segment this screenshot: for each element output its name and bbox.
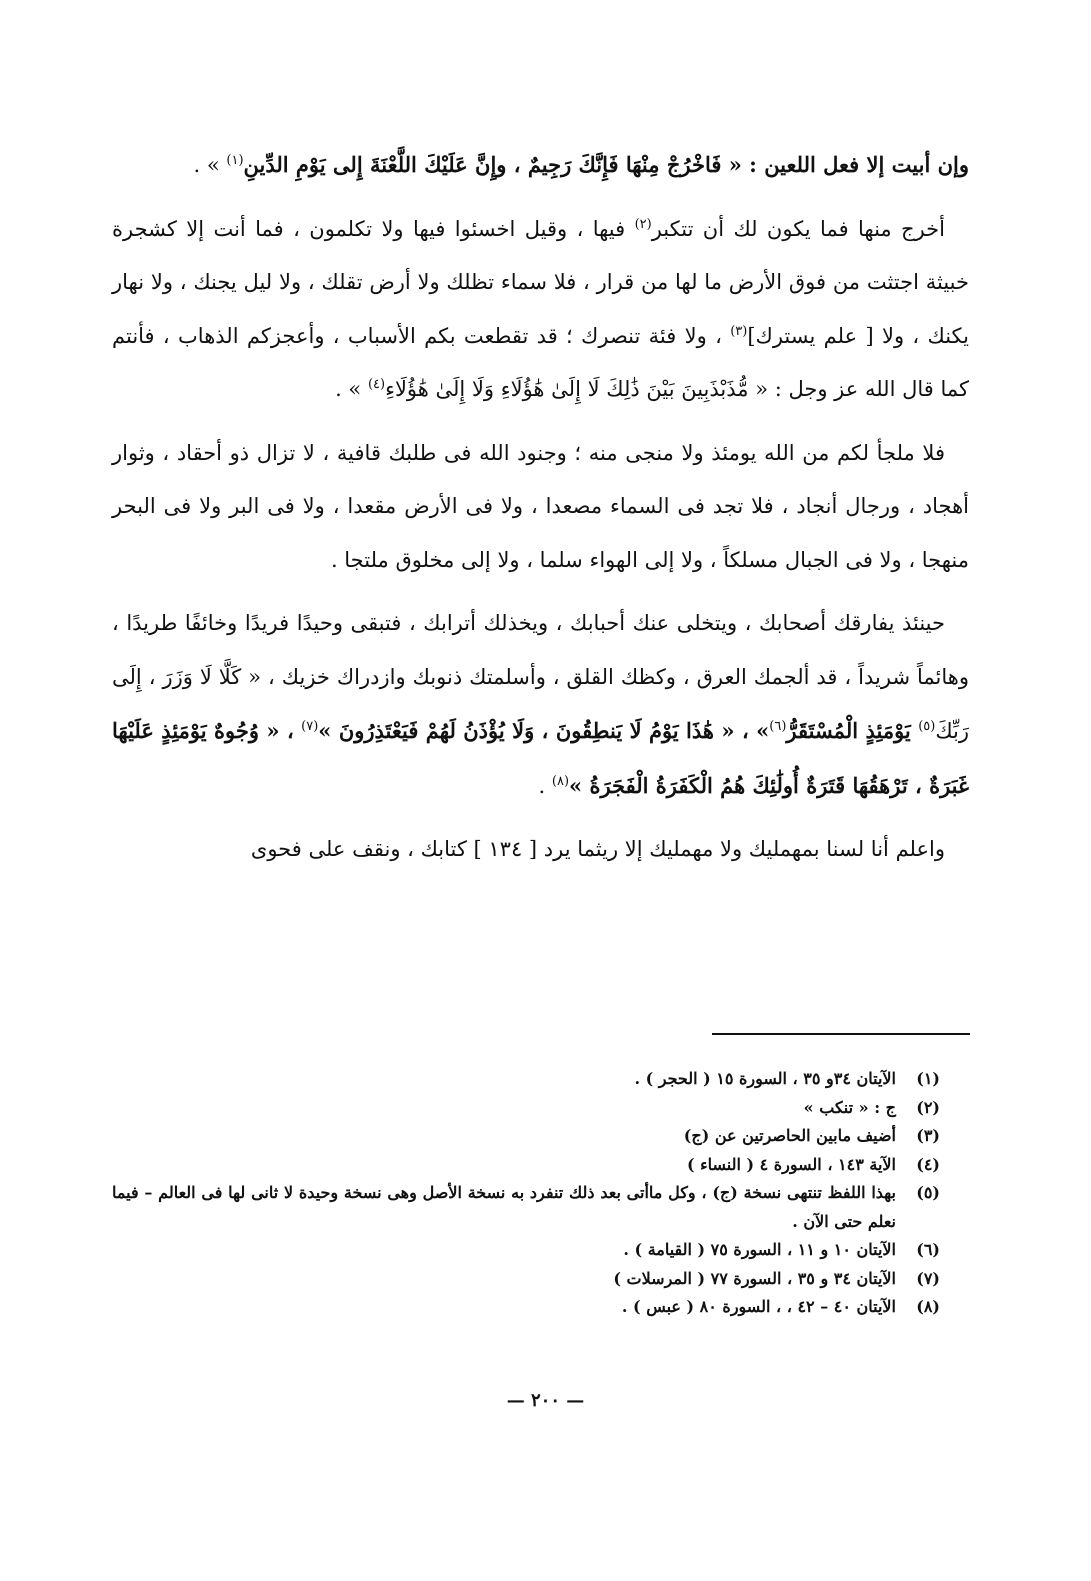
footnote-text: الآيتان ٣٤و ٣٥ ، السورة ١٥ ( الحجر ) .	[634, 1069, 896, 1088]
footnote-ref-4[interactable]: (٤)	[367, 377, 386, 392]
paragraph-5	[112, 823, 969, 877]
footnote-text: الآيتان ١٠ و ١١ ، السورة ٧٥ ( القيامة ) .	[623, 1240, 896, 1259]
paragraph-5-text: واعلم أنا لسنا بمهمليك ولا مهمليك إلا ريثما يرد [ ١٣٤ ] كتابك ، ونقف على فحوى	[250, 837, 945, 861]
footnote-ref-7[interactable]: (٧)	[301, 719, 319, 734]
paragraph-4-text-d: ، « وُجُوهٌ يَوْمَئِذٍ عَلَيْهَا غَبَرَةٌ ، تَرْهَقُهَا قَتَرَةٌ أُولَٰئِكَ هُمُ الْكَفَرَةُ الْفَجَرَةُ »	[112, 718, 969, 798]
footnote-ref-1[interactable]: (١)	[226, 153, 244, 168]
paragraph-1-end: » .	[193, 153, 227, 177]
paragraph-4	[112, 597, 969, 813]
footnote-7	[112, 1265, 940, 1294]
footnote-6	[112, 1236, 940, 1265]
paragraph-1-text: وإن أبيت إلا فعل اللعين : « فَاخْرُجْ مِنْهَا فَإِنَّكَ رَجِيمٌ ، وإِنَّ عَلَيْكَ اللَّعْنَةَ إِلى يَوْمِ الدِّينِ	[243, 152, 969, 177]
footnote-number: (٨)	[916, 1297, 940, 1316]
footnote-ref-3[interactable]: (٣)	[730, 323, 748, 339]
footnote-ref-6[interactable]: (٦)	[769, 719, 787, 734]
footnote-number: (٣)	[916, 1126, 940, 1145]
footnote-text: بهذا اللفظ تنتهى نسخة (ج) ، وكل ماأتى بعد ذلك تنفرد به نسخة الأصل وهى نسخة وحيدة لا ثانى لها فى العالم – فيما نعلم حتى الآن .	[112, 1183, 897, 1231]
footnote-ref-8[interactable]: (٨)	[551, 773, 570, 789]
footnotes	[112, 1065, 940, 1322]
footnote-4	[112, 1151, 940, 1180]
paragraph-3	[112, 427, 969, 588]
footnote-divider	[712, 1033, 970, 1035]
footnote-ref-5[interactable]: (٥)	[918, 719, 936, 734]
page-number: — ٢٠٠ —	[506, 1390, 585, 1411]
footnote-number: (٦)	[916, 1240, 940, 1259]
footnote-text: الآيتان ٤٠ – ٤٢ ، ، السورة ٨٠ ( عبس ) .	[621, 1297, 896, 1316]
footnote-2	[112, 1094, 940, 1123]
main-text	[112, 128, 969, 877]
footnote-number: (٧)	[916, 1268, 940, 1288]
footnote-number: (٥)	[916, 1183, 940, 1202]
paragraph-4-text-c: » ، « هَٰذَا يَوْمُ لَا يَنطِقُونَ ، وَلَا يُؤْذَنُ لَهُمْ فَيَعْتَذِرُونَ »	[318, 718, 770, 743]
footnote-text: ج : « تنكب »	[803, 1097, 896, 1117]
paragraph-2	[112, 203, 969, 417]
paragraph-1	[112, 138, 969, 193]
paragraph-4-end: .	[538, 773, 552, 798]
footnote-5	[112, 1179, 940, 1236]
footnote-ref-2[interactable]: (٢)	[634, 216, 652, 232]
paragraph-4-text-b: يَوْمَئِذٍ الْمُسْتَقَرُّ	[786, 718, 919, 743]
footnote-text: الآية ١٤٣ ، السورة ٤ ( النساء )	[686, 1154, 896, 1174]
paragraph-4-text-a: حينئذ يفارقك أصحابك ، ويتخلى عنك أحبابك ، ويخذلك أترابك ، فتبقى وحيدًا فريدًا وخائفًا طريدًا ، وهائماً شريداً ، قد ألجمك العرق ، وكظك القلق ، وأسلمتك ذنوبك وازدراك خزيك ، « كَلَّا لَا وَزَرَ ، إِلَى رَبِّكَ	[112, 611, 970, 743]
paragraph-2-end: » .	[335, 377, 368, 401]
paragraph-2-text-a: أخرج منها فما يكون لك أن تتكبر	[651, 216, 945, 241]
footnote-text: الآيتان ٣٤ و ٣٥ ، السورة ٧٧ ( المرسلات )	[613, 1268, 896, 1288]
footnote-8	[112, 1293, 940, 1322]
paragraph-3-text: فلا ملجأ لكم من الله يومئذ ولا منجى منه ؛ وجنود الله فى طلبك قافية ، لا تزال ذو أحقاد ، وثوار أهجاد ، ورجال أنجاد ، فلا تجد فى السماء مصعدا ، ولا فى الأرض مقعدا ، ولا فى البر ولا فى البحر منهجا ، ولا فى الجبال مسلكاً ، ولا إلى الهواء سلما ، ولا إلى مخلوق ملتجا .	[112, 440, 969, 572]
paragraph-2-text-b: فيها ، وقيل اخسئوا فيها ولا تكلمون ، فما أنت إلا كشجرة خبيثة اجتثت من فوق الأرض ما لها من قرار ، فلا سماء تظلك ولا أرض تقلك ، ولا ليل يجنك ، ولا نهار يكنك ، ولا [ علم يسترك]	[112, 216, 969, 348]
footnote-1	[112, 1065, 940, 1094]
footnote-text: أضيف مابين الحاصرتين عن (ج)	[683, 1126, 896, 1145]
footnote-number: (١)	[916, 1069, 940, 1088]
footnote-number: (٢)	[916, 1097, 940, 1117]
footnote-number: (٤)	[916, 1154, 940, 1174]
footnote-3	[112, 1122, 940, 1151]
paragraph-2-text-c: ، ولا فئة تنصرك ؛ قد تقطعت بكم الأسباب ، وأعجزكم الذهاب ، فأنتم كما قال الله عز وجل : « مُّذَبْذَبِينَ بَيْنَ ذَٰلِكَ لَا إِلَىٰ هَٰؤُلَاءِ وَلَا إِلَىٰ هَٰؤُلَاءِ	[112, 323, 969, 401]
